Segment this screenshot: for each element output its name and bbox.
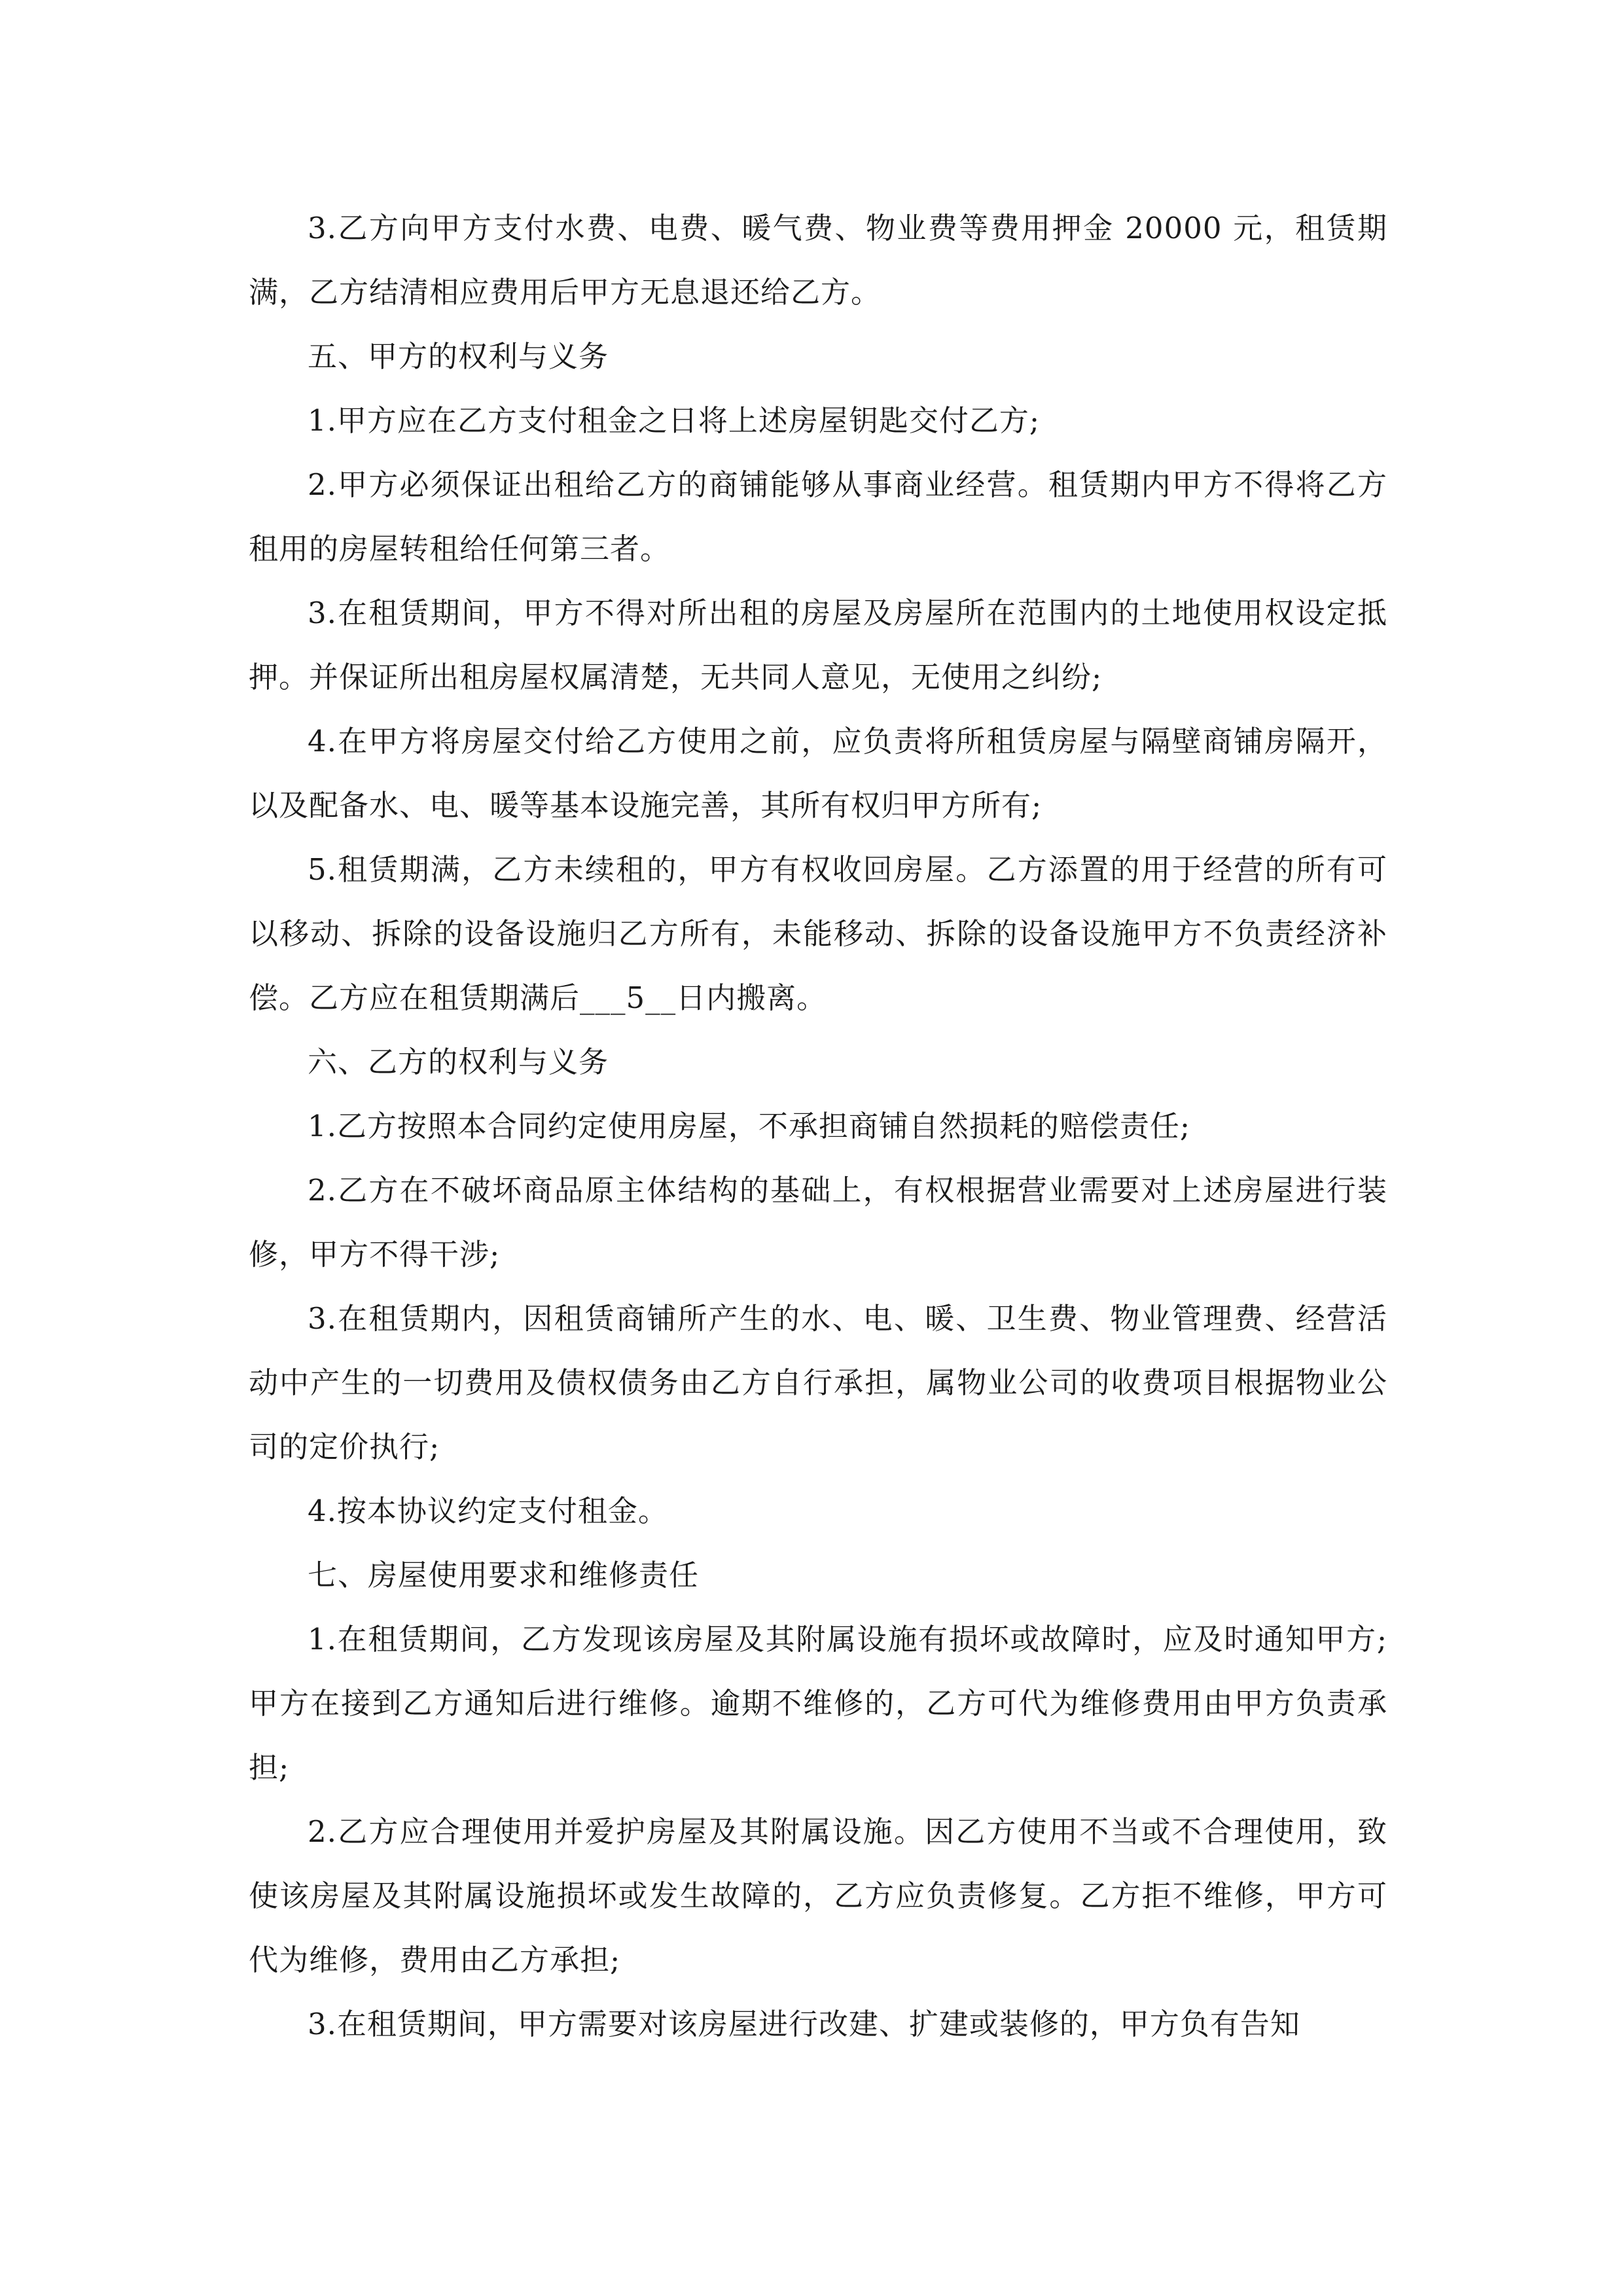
section-heading-lessor-rights: 五、甲方的权利与义务 (308, 339, 609, 374)
clause-proper-use: 2.乙方应合理使用并爱护房屋及其附属设施。因乙方使用不当或不合理使用，致使该房屋及其附属设施损坏或发生故障的，乙方应负责修复。乙方拒不维修，甲方可代为维修，费用由乙方承担; (249, 1814, 1387, 1977)
clause-alteration: 3.在租赁期间，甲方需要对该房屋进行改建、扩建或装修的，甲方负有告知 (308, 2007, 1300, 2041)
clause-deposit: 3.乙方向甲方支付水费、电费、暖气费、物业费等费用押金 20000 元，租赁期满，乙方结清相应费用后甲方无息退还给乙方。 (249, 211, 1387, 310)
document-page (249, 196, 1387, 2056)
clause-normal-wear: 1.乙方按照本合同约定使用房屋，不承担商铺自然损耗的赔偿责任; (308, 1109, 1191, 1143)
clause-repair-notice: 1.在租赁期间，乙方发现该房屋及其附属设施有损坏或故障时，应及时通知甲方;甲方在接到乙方通知后进行维修。逾期不维修的，乙方可代为维修费用由甲方负责承担; (249, 1622, 1387, 1785)
clause-lease-expiry: 5.租赁期满，乙方未续租的，甲方有权收回房屋。乙方添置的用于经营的所有可以移动、拆除的设备设施归乙方所有，未能移动、拆除的设备设施甲方不负责经济补偿。乙方应在租赁期满后___5__日内搬离。 (249, 852, 1387, 1015)
clause-key-handover: 1.甲方应在乙方支付租金之日将上述房屋钥匙交付乙方; (308, 403, 1041, 438)
clause-commercial-use: 2.甲方必须保证出租给乙方的商铺能够从事商业经营。租赁期内甲方不得将乙方租用的房屋转租给任何第三者。 (249, 467, 1387, 566)
section-heading-maintenance: 七、房屋使用要求和维修责任 (308, 1558, 700, 1592)
clause-no-mortgage: 3.在租赁期间，甲方不得对所出租的房屋及房屋所在范围内的土地使用权设定抵押。并保证所出租房屋权属清楚，无共同人意见，无使用之纠纷; (249, 596, 1387, 694)
clause-renovation: 2.乙方在不破坏商品原主体结构的基础上，有权根据营业需要对上述房屋进行装修，甲方不得干涉; (249, 1173, 1387, 1272)
clause-facilities: 4.在甲方将房屋交付给乙方使用之前，应负责将所租赁房屋与隔壁商铺房隔开，以及配备水、电、暖等基本设施完善，其所有权归甲方所有; (249, 724, 1387, 823)
clause-expenses: 3.在租赁期内，因租赁商铺所产生的水、电、暖、卫生费、物业管理费、经营活动中产生的一切费用及债权债务由乙方自行承担，属物业公司的收费项目根据物业公司的定价执行; (249, 1301, 1387, 1464)
section-heading-lessee-rights: 六、乙方的权利与义务 (308, 1045, 609, 1079)
clause-pay-rent: 4.按本协议约定支付租金。 (308, 1494, 668, 1528)
